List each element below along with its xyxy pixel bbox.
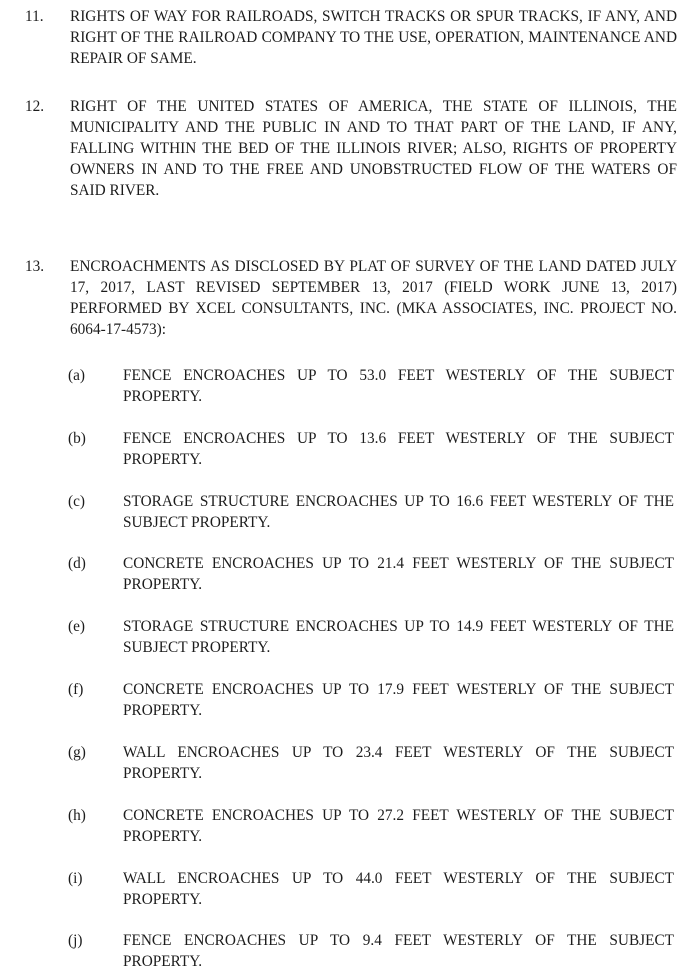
sub-item-text: FENCE ENCROACHES UP TO 13.6 FEET WESTERLY OF THE SUBJECT PROPERTY. [123, 430, 674, 468]
sub-item-text: FENCE ENCROACHES UP TO 53.0 FEET WESTERLY OF THE SUBJECT PROPERTY. [123, 367, 674, 405]
sub-item-letter: (i) [68, 870, 83, 887]
item-number: 12. [25, 98, 45, 115]
sub-item-text: FENCE ENCROACHES UP TO 9.4 FEET WESTERLY OF THE SUBJECT PROPERTY. [123, 932, 674, 970]
sub-item-letter: (h) [68, 807, 86, 824]
sub-item-letter: (e) [68, 618, 85, 635]
sub-item-letter: (g) [68, 744, 86, 761]
sub-item-letter: (c) [68, 493, 85, 510]
sub-item-text: CONCRETE ENCROACHES UP TO 21.4 FEET WESTERLY OF THE SUBJECT PROPERTY. [123, 555, 674, 593]
sub-item-text: STORAGE STRUCTURE ENCROACHES UP TO 16.6 FEET WESTERLY OF THE SUBJECT PROPERTY. [123, 493, 674, 531]
item-number: 11. [25, 8, 44, 25]
sub-item-text: WALL ENCROACHES UP TO 44.0 FEET WESTERLY OF THE SUBJECT PROPERTY. [123, 870, 674, 908]
sub-item-letter: (j) [68, 932, 83, 949]
sub-item-text: WALL ENCROACHES UP TO 23.4 FEET WESTERLY OF THE SUBJECT PROPERTY. [123, 744, 674, 782]
sub-item-text: STORAGE STRUCTURE ENCROACHES UP TO 14.9 FEET WESTERLY OF THE SUBJECT PROPERTY. [123, 618, 674, 656]
item-text: RIGHT OF THE UNITED STATES OF AMERICA, THE STATE OF ILLINOIS, THE MUNICIPALITY AND THE PUBLIC IN AND TO THAT PART OF THE LAND, IF ANY, FALLING WITHIN THE BED OF THE ILLINOIS RIVER; ALSO, RIGHTS OF PROPERTY OWNERS IN AND TO THE FREE AND UNOBSTRUCTED FLOW OF THE WATERS OF SAID RIVER. [70, 98, 677, 199]
item-number: 13. [25, 258, 45, 275]
sub-item-text: CONCRETE ENCROACHES UP TO 17.9 FEET WESTERLY OF THE SUBJECT PROPERTY. [123, 681, 674, 719]
sub-item-letter: (b) [68, 430, 86, 447]
sub-item-letter: (f) [68, 681, 84, 698]
item-text: ENCROACHMENTS AS DISCLOSED BY PLAT OF SURVEY OF THE LAND DATED JULY 17, 2017, LAST REVISED SEPTEMBER 13, 2017 (FIELD WORK JUNE 13, 2017) PERFORMED BY XCEL CONSULTANTS, INC. (MKA ASSOCIATES, INC. PROJECT NO. 6064-17-4573): [70, 258, 677, 338]
sub-item-letter: (d) [68, 555, 86, 572]
sub-item-text: CONCRETE ENCROACHES UP TO 27.2 FEET WESTERLY OF THE SUBJECT PROPERTY. [123, 807, 674, 845]
item-text: RIGHTS OF WAY FOR RAILROADS, SWITCH TRACKS OR SPUR TRACKS, IF ANY, AND RIGHT OF THE RAILROAD COMPANY TO THE USE, OPERATION, MAINTENANCE AND REPAIR OF SAME. [70, 8, 677, 67]
sub-item-letter: (a) [68, 367, 85, 384]
